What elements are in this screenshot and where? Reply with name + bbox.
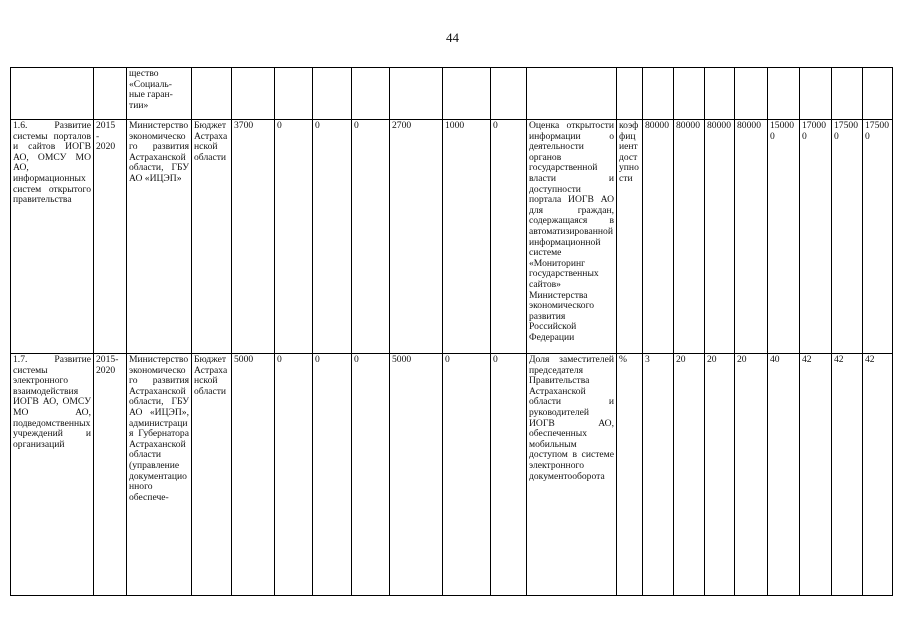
cell-target: 80000 (674, 120, 705, 354)
cell-target: 42 (832, 354, 863, 596)
cell-period: 2015- 2020 (94, 354, 127, 596)
cell-value: 0 (352, 120, 390, 354)
cell-executor: щество «Социаль- ные гаран- тии» (127, 68, 192, 120)
cell-target: 20 (674, 354, 705, 596)
cell-period (94, 68, 127, 120)
cell-target: 175000 (863, 120, 893, 354)
cell-indicator: Оценка открытости информации о деятельности органов государственной власти и доступности портала ИОГВ АО для граждан, содержащаяся в автоматизированной информационной системе «Мониторинг государственных сайтов» Министерства экономического развития Российской Федерации (527, 120, 617, 354)
cell-value: 3700 (232, 120, 275, 354)
cell-target (832, 68, 863, 120)
cell-unit: % (617, 354, 643, 596)
cell-value: 1000 (443, 120, 491, 354)
cell-target: 40 (768, 354, 800, 596)
program-table (10, 67, 893, 596)
cell-value (313, 68, 352, 120)
cell-value: 0 (491, 120, 527, 354)
cell-value (491, 68, 527, 120)
cell-value: 5000 (232, 354, 275, 596)
cell-item: 1.7. Развитие системы электронного взаимодействия ИОГВ АО, ОМСУ МО АО, подведомственных учреждений и организаций (11, 354, 94, 596)
cell-target: 170000 (800, 120, 832, 354)
cell-value: 0 (275, 354, 313, 596)
cell-value (275, 68, 313, 120)
cell-value: 0 (275, 120, 313, 354)
cell-target: 20 (735, 354, 768, 596)
cell-item: 1.6. Развитие системы порталов и сайтов ИОГВ АО, ОМСУ МО АО, информационных систем открытого правительства (11, 120, 94, 354)
cell-unit (617, 68, 643, 120)
cell-indicator: Доля заместителей председателя Правительства Астраханской области и руководителей ИОГВ АО, обеспеченных мобильным доступом в системе электронного документооборота (527, 354, 617, 596)
cell-value (443, 68, 491, 120)
cell-target (643, 68, 674, 120)
cell-value (352, 68, 390, 120)
cell-value (232, 68, 275, 120)
cell-value: 2700 (390, 120, 443, 354)
cell-item (11, 68, 94, 120)
cell-value: 5000 (390, 354, 443, 596)
cell-value: 0 (313, 354, 352, 596)
cell-target (800, 68, 832, 120)
cell-source (192, 68, 232, 120)
cell-executor: Министерство экономического развития Астраханской области, ГБУ АО «ИЦЭП», администрация Губернатора Астраханской области (управление документационного обеспече- (127, 354, 192, 596)
cell-executor: Министерство экономического развития Астраханской области, ГБУ АО «ИЦЭП» (127, 120, 192, 354)
cell-source: Бюджет Астраханской области (192, 120, 232, 354)
cell-target (863, 68, 893, 120)
cell-value: 0 (491, 354, 527, 596)
cell-target: 42 (800, 354, 832, 596)
page-number: 44 (446, 30, 459, 45)
cell-period: 2015 - 2020 (94, 120, 127, 354)
cell-unit: коэффициент доступности (617, 120, 643, 354)
cell-target: 175000 (832, 120, 863, 354)
cell-target: 20 (705, 354, 735, 596)
cell-source: Бюджет Астраханской области (192, 354, 232, 596)
cell-target: 80000 (643, 120, 674, 354)
cell-target: 42 (863, 354, 893, 596)
table-row (11, 68, 893, 120)
cell-indicator (527, 68, 617, 120)
cell-target (705, 68, 735, 120)
cell-target: 80000 (705, 120, 735, 354)
cell-target: 3 (643, 354, 674, 596)
cell-value: 0 (443, 354, 491, 596)
cell-target (674, 68, 705, 120)
cell-value: 0 (313, 120, 352, 354)
cell-target (768, 68, 800, 120)
cell-target: 80000 (735, 120, 768, 354)
cell-value: 0 (352, 354, 390, 596)
cell-target: 150000 (768, 120, 800, 354)
table-row (11, 120, 893, 354)
cell-target (735, 68, 768, 120)
table-row (11, 354, 893, 596)
cell-value (390, 68, 443, 120)
